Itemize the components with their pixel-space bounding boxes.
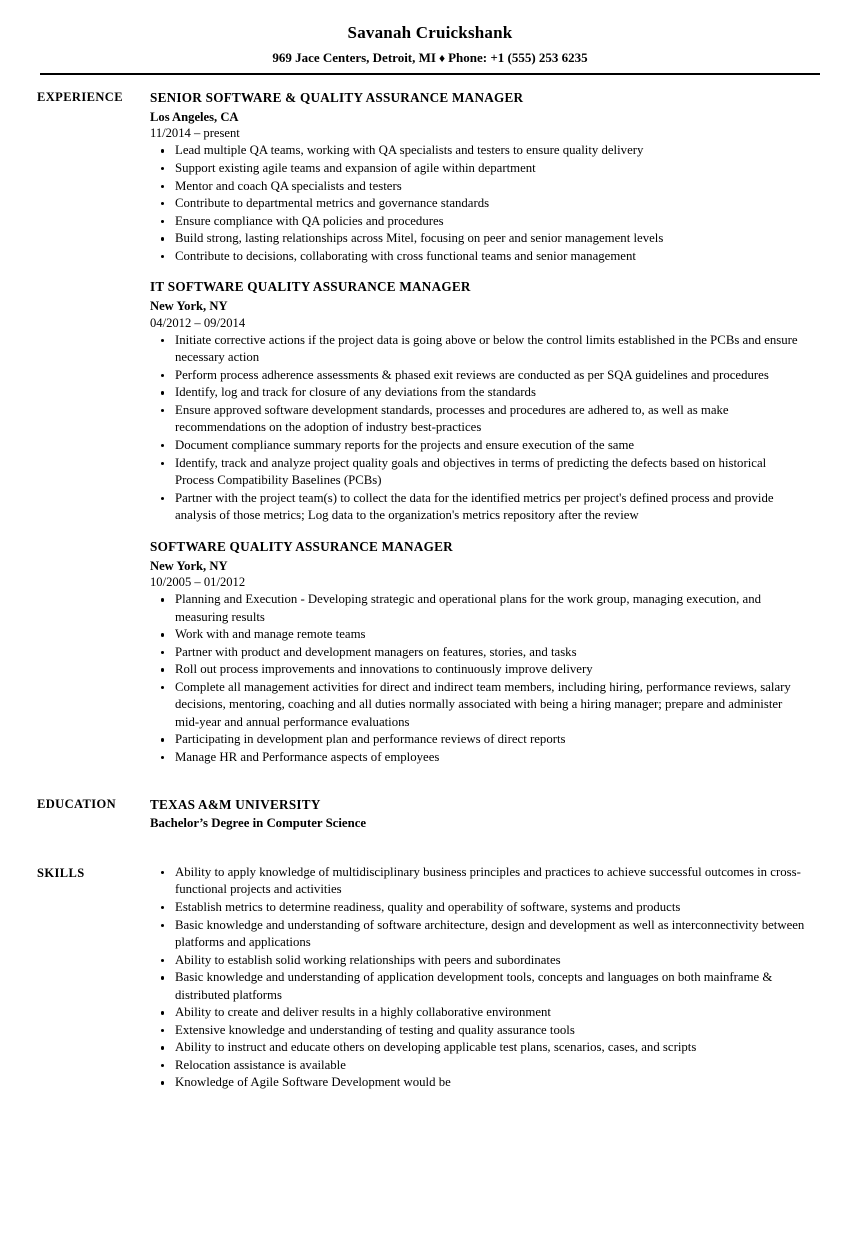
job-title: SOFTWARE QUALITY ASSURANCE MANAGER <box>150 538 453 554</box>
list-item: Mentor and coach QA specialists and testers <box>150 178 805 196</box>
list-item: Planning and Execution - Developing strategic and operational plans for the work group, managing execution, and measuring results <box>150 591 805 626</box>
experience-entries <box>150 88 860 767</box>
job-location: Los Angeles, CA <box>150 109 239 124</box>
list-item: Identify, track and analyze project quality goals and objectives in terms of predicting the defects based on historical Process Compatibility Baselines (PCBs) <box>150 455 805 490</box>
contact-line <box>0 50 860 66</box>
section-education <box>0 795 860 832</box>
candidate-name: Savanah Cruickshank <box>347 23 513 42</box>
job-location: New York, NY <box>150 299 228 314</box>
section-label-skills: SKILLS <box>37 865 85 880</box>
list-item: Support existing agile teams and expansion of agile within department <box>150 160 805 178</box>
list-item: Ability to instruct and educate others on developing applicable test plans, scenarios, cases, and scripts <box>150 1039 805 1057</box>
education-degree: Bachelor’s Degree in Computer Science <box>150 815 367 830</box>
list-item: Ability to apply knowledge of multidisciplinary business principles and practices to achieve successful outcomes in cross-functional projects and activities <box>150 864 805 899</box>
job-title: SENIOR SOFTWARE & QUALITY ASSURANCE MANAGER <box>150 89 524 105</box>
section-label-education: EDUCATION <box>37 796 117 811</box>
job-title: IT SOFTWARE QUALITY ASSURANCE MANAGER <box>150 279 471 295</box>
experience-item <box>150 537 805 767</box>
skills-bullet-list <box>150 864 805 1092</box>
candidate-address: 969 Jace Centers, Detroit, MI <box>272 50 436 66</box>
job-dates: 11/2014 – present <box>150 126 240 141</box>
experience-item <box>150 88 805 265</box>
list-item: Establish metrics to determine readiness, quality and operability of software, systems and products <box>150 899 805 917</box>
list-item: Participating in development plan and performance reviews of direct reports <box>150 731 805 749</box>
education-entries <box>150 795 860 832</box>
education-school: TEXAS A&M UNIVERSITY <box>150 796 321 812</box>
list-item: Initiate corrective actions if the project data is going above or below the control limits established in the PCBs and ensure necessary action <box>150 332 805 367</box>
job-bullet-list <box>150 332 805 525</box>
experience-item <box>150 277 805 524</box>
list-item: Ability to create and deliver results in a highly collaborative environment <box>150 1004 805 1022</box>
list-item: Partner with product and development managers on features, stories, and tasks <box>150 644 805 662</box>
list-item: Complete all management activities for direct and indirect team members, including hiring, performance reviews, salary decisions, mentoring, coaching and all duties normally associated with being a hiring manager; prepare and administer mid-year and annual performance evaluations <box>150 679 805 732</box>
list-item: Build strong, lasting relationships across Mitel, focusing on peer and senior management levels <box>150 230 805 248</box>
list-item: Ensure compliance with QA policies and procedures <box>150 213 805 231</box>
resume-header <box>0 0 860 75</box>
list-item: Relocation assistance is available <box>150 1057 805 1075</box>
spacer-education <box>0 767 860 795</box>
list-item: Document compliance summary reports for the projects and ensure execution of the same <box>150 437 805 455</box>
diamond-separator-icon: ♦ <box>438 51 446 66</box>
list-item: Partner with the project team(s) to collect the data for the identified metrics per project's defined process and provide analysis of those metrics; Log data to the organization's metrics repository after the review <box>150 490 805 525</box>
list-item: Work with and manage remote teams <box>150 626 805 644</box>
job-dates: 10/2005 – 01/2012 <box>150 575 246 590</box>
list-item: Contribute to decisions, collaborating with cross functional teams and senior management <box>150 248 805 266</box>
job-bullet-list <box>150 142 805 265</box>
section-experience <box>0 88 860 767</box>
list-item: Ability to establish solid working relationships with peers and subordinates <box>150 952 805 970</box>
candidate-phone: Phone: +1 (555) 253 6235 <box>448 50 588 66</box>
list-item: Basic knowledge and understanding of application development tools, concepts and languages on both mainframe & distributed platforms <box>150 969 805 1004</box>
skills-entries <box>150 864 860 1092</box>
list-item: Lead multiple QA teams, working with QA specialists and testers to ensure quality delivery <box>150 142 805 160</box>
list-item: Perform process adherence assessments & phased exit reviews are conducted as per SQA guidelines and procedures <box>150 367 805 385</box>
list-item: Ensure approved software development standards, processes and procedures are adhered to, as well as make recommendations on the adoption of industry best-practices <box>150 402 805 437</box>
section-label-experience: EXPERIENCE <box>37 89 123 104</box>
list-item: Extensive knowledge and understanding of testing and quality assurance tools <box>150 1022 805 1040</box>
job-dates: 04/2012 – 09/2014 <box>150 315 246 330</box>
list-item: Knowledge of Agile Software Development would be <box>150 1074 805 1092</box>
job-location: New York, NY <box>150 558 228 573</box>
list-item: Manage HR and Performance aspects of employees <box>150 749 805 767</box>
list-item: Contribute to departmental metrics and governance standards <box>150 195 805 213</box>
spacer-skills <box>0 832 860 864</box>
section-skills <box>0 864 860 1092</box>
job-bullet-list <box>150 591 805 766</box>
list-item: Roll out process improvements and innovations to continuously improve delivery <box>150 661 805 679</box>
list-item: Identify, log and track for closure of any deviations from the standards <box>150 384 805 402</box>
list-item: Basic knowledge and understanding of software architecture, design and development as well as interconnectivity between platforms and applications <box>150 917 805 952</box>
resume-body <box>0 75 860 1092</box>
